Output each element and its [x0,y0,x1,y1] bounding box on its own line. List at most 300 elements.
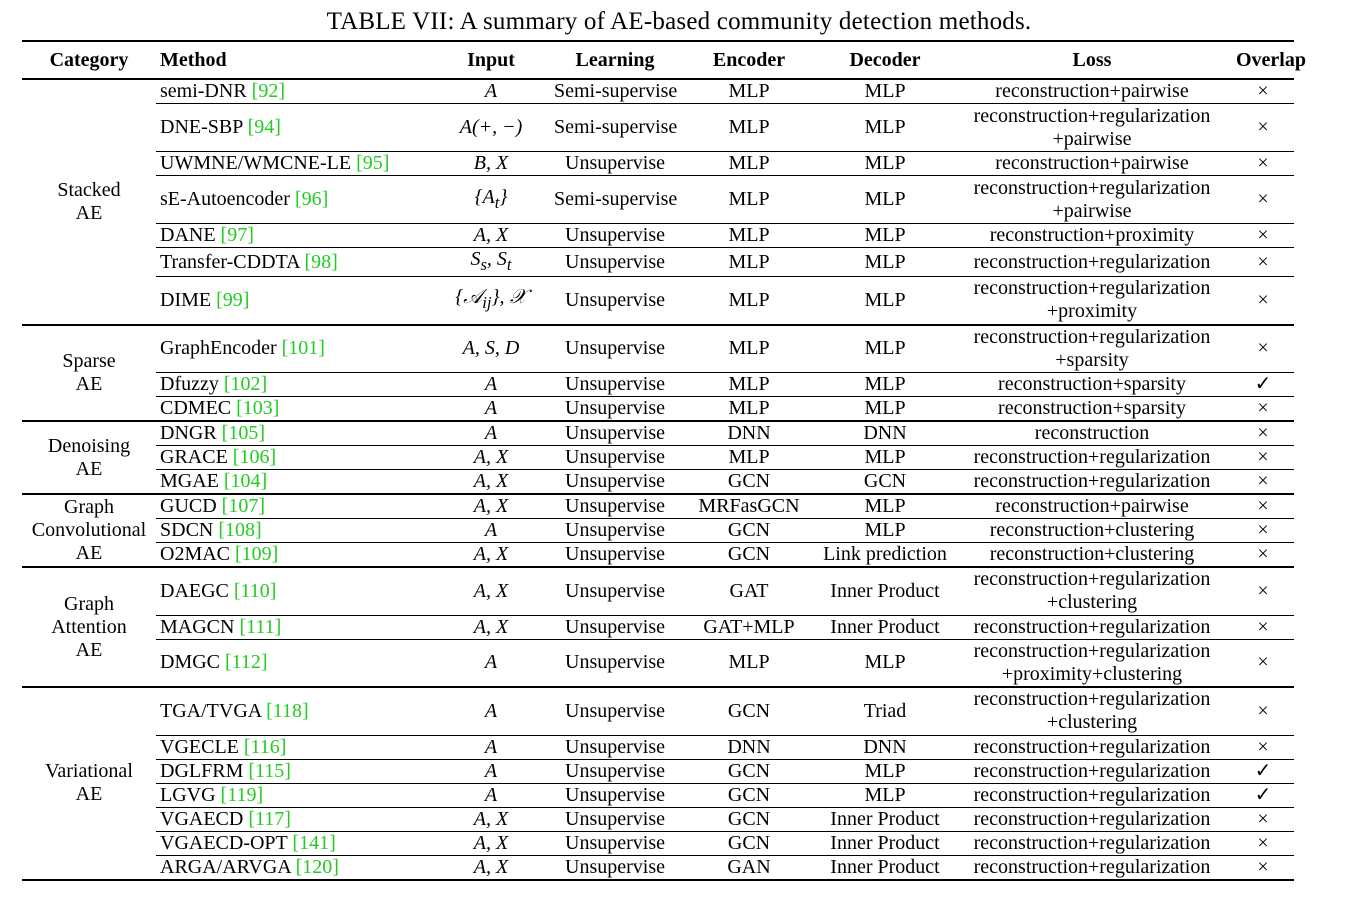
header-loss: Loss [1072,49,1112,71]
method-name: DMGC [160,651,221,674]
encoder-cell: MLP [680,104,818,152]
loss-line: reconstruction [1034,422,1150,444]
citation-ref: [116] [243,735,287,758]
citation-ref: [115] [248,759,291,782]
header-decoder: Decoder [849,49,921,71]
learning-cell: Unsupervise [565,579,665,602]
decoder-cell: MLP [864,495,906,517]
cross-icon: × [1232,248,1294,277]
loss-cell [952,519,1232,543]
cross-icon: × [1257,579,1269,602]
method-name: O2MAC [160,543,231,565]
table-row [22,543,1294,568]
learning-cell: Unsupervise [550,373,680,397]
loss-line: reconstruction+clustering [989,519,1195,541]
loss-line: +sparsity [1055,348,1129,371]
loss-line: +proximity+clustering [1001,662,1183,685]
loss-cell [952,470,1232,495]
cross-icon: × [1232,615,1294,639]
citation-ref: [105] [221,422,265,444]
input-math: A, X [473,579,509,602]
input-math: A, S, D [462,337,520,360]
loss-line: reconstruction+regularization [973,759,1211,782]
encoder-cell: MLP [728,337,770,360]
encoder-cell: GCN [680,783,818,807]
input-math: A, X [473,807,509,830]
encoder-cell: GCN [680,470,818,495]
table-row [22,224,1294,248]
encoder-cell: GCN [680,543,818,568]
method-cell [156,494,432,519]
input-cell [432,783,550,807]
method-name: Transfer-CDDTA [160,250,300,273]
category-label-line: AE [75,372,103,395]
encoder-cell: GAT+MLP [680,615,818,639]
citation-ref: [106] [232,446,277,468]
method-cell [156,543,432,568]
loss-line: reconstruction+regularization [973,831,1211,854]
loss-cell [952,783,1232,807]
loss-cell [952,687,1232,735]
method-cell [156,567,432,615]
category-cell [22,79,156,325]
cross-icon: × [1257,337,1269,360]
learning-cell: Unsupervise [550,543,680,568]
decoder-cell: MLP [818,397,952,422]
method-cell [156,277,432,325]
loss-line: reconstruction+regularization [973,176,1211,199]
header-row [22,41,1294,79]
citation-ref: [111] [239,615,282,638]
loss-line: reconstruction+clustering [989,543,1195,565]
encoder-cell: MLP [680,176,818,224]
input-cell [432,735,550,759]
encoder-cell: MLP [680,446,818,470]
citation-ref: [104] [223,470,268,492]
input-math: A, X [473,615,509,638]
cross-icon: × [1257,422,1269,444]
encoder-cell: GCN [680,807,818,831]
learning-cell: Unsupervise [565,422,665,444]
encoder-cell: MLP [680,397,818,422]
input-math: $\{A_t\}$ [474,185,508,212]
input-cell [432,687,550,735]
cross-icon: × [1232,224,1294,248]
loss-line: +clustering [1046,711,1138,734]
table-row [22,373,1294,397]
decoder-cell: Triad [863,699,907,722]
method-cell [156,176,432,224]
method-cell [156,831,432,855]
decoder-cell: DNN [863,422,907,444]
learning-cell: Unsupervise [550,639,680,687]
input-cell [432,224,550,248]
cross-icon: × [1232,152,1294,176]
input-cell [432,152,550,176]
method-cell [156,104,432,152]
table-row [22,615,1294,639]
method-name: VGAECD-OPT [160,831,288,854]
cross-icon: × [1232,543,1294,568]
loss-line: +clustering [1046,591,1138,614]
method-name: GraphEncoder [160,337,277,360]
loss-cell [952,79,1232,104]
learning-cell: Unsupervise [550,759,680,783]
input-cell [432,567,550,615]
method-cell [156,470,432,495]
table-row [22,248,1294,277]
decoder-cell: MLP [864,80,906,102]
check-icon: ✓ [1232,373,1294,397]
summary-table [22,40,1306,881]
encoder-cell: DNN [680,735,818,759]
decoder-cell: MLP [818,277,952,325]
encoder-cell: GCN [680,519,818,543]
method-name: CDMEC [160,397,232,419]
method-name: DIME [160,288,212,311]
learning-cell: Unsupervise [550,519,680,543]
decoder-cell: Inner Product [818,831,952,855]
citation-ref: [112] [225,651,268,674]
input-math: A [484,651,498,674]
loss-cell [952,759,1232,783]
input-cell [432,79,550,104]
category-label-line: Convolutional [31,519,147,541]
table-row [22,567,1294,615]
decoder-cell: Inner Product [830,579,940,602]
category-label-line: Graph [64,592,114,615]
decoder-cell: MLP [818,104,952,152]
header-encoder: Encoder [712,49,786,71]
decoder-cell: GCN [818,470,952,495]
table-row [22,639,1294,687]
header-category: Category [49,49,129,71]
method-name: LGVG [160,783,216,806]
decoder-cell: MLP [818,759,952,783]
input-cell [432,759,550,783]
citation-ref: [102] [223,373,268,395]
learning-cell: Unsupervise [550,735,680,759]
check-icon: ✓ [1232,759,1294,783]
category-label-line: Stacked [57,178,121,201]
citation-ref: [120] [295,855,339,878]
method-name: VGECLE [160,735,239,758]
cross-icon: × [1232,176,1294,224]
citation-ref: [107] [221,495,265,517]
decoder-cell: Inner Product [818,807,952,831]
cross-icon: × [1232,104,1294,152]
method-cell [156,519,432,543]
input-math: A [484,519,498,541]
method-cell [156,152,432,176]
loss-line: +pairwise [1052,199,1132,222]
header-overlap: Overlap [1236,49,1306,71]
encoder-cell: MLP [728,80,770,102]
learning-cell: Unsupervise [550,224,680,248]
loss-cell [952,735,1232,759]
encoder-cell: MLP [680,152,818,176]
citation-ref: [118] [266,699,309,722]
loss-cell [952,176,1232,224]
method-name: DGLFRM [160,759,244,782]
table-row [22,421,1294,446]
header-method: Method [160,49,227,71]
cross-icon: × [1232,446,1294,470]
method-cell [156,783,432,807]
encoder-cell: MLP [680,639,818,687]
category-cell [22,567,156,687]
method-cell [156,446,432,470]
encoder-cell: DNN [727,422,771,444]
input-math: A [484,699,498,722]
encoder-cell: MLP [680,277,818,325]
loss-cell [952,152,1232,176]
method-name: DANE [160,224,216,246]
input-cell [432,831,550,855]
loss-cell [952,494,1232,519]
loss-line: reconstruction+regularization [973,807,1211,830]
citation-ref: [119] [220,783,264,806]
decoder-cell: MLP [818,176,952,224]
input-math: A, X [473,543,509,565]
loss-line: +proximity [1046,300,1138,323]
input-math: A [484,80,498,102]
input-math: {𝒜$_{ij}$}, 𝒳 [455,286,527,313]
method-name: GUCD [160,495,217,517]
method-cell [156,615,432,639]
loss-cell [952,446,1232,470]
loss-line: reconstruction+regularization [973,855,1211,878]
method-name: UWMNE/WMCNE-LE [160,152,352,174]
input-cell [432,325,550,373]
method-cell [156,687,432,735]
decoder-cell: DNN [818,735,952,759]
method-name: DNGR [160,422,217,444]
method-cell [156,248,432,277]
decoder-cell: MLP [818,519,952,543]
encoder-cell: GAT [729,579,769,602]
cross-icon: × [1232,639,1294,687]
cross-icon: × [1257,699,1269,722]
method-name: VGAECD [160,807,244,830]
decoder-cell: MLP [818,224,952,248]
loss-cell [952,543,1232,568]
input-cell [432,615,550,639]
loss-cell [952,248,1232,277]
table-row [22,397,1294,422]
category-label-line: Graph [64,496,114,518]
input-cell [432,855,550,880]
table-row [22,735,1294,759]
loss-cell [952,855,1232,880]
method-name: DNE-SBP [160,116,243,138]
loss-line: reconstruction+proximity [989,224,1195,246]
loss-line: reconstruction+regularization [973,277,1211,300]
category-label-line: AE [75,542,103,564]
decoder-cell: MLP [818,783,952,807]
decoder-cell: MLP [864,337,906,360]
learning-cell: Semi-supervise [550,176,680,224]
loss-line: reconstruction+regularization [973,639,1211,662]
input-cell [432,277,550,325]
table-row [22,807,1294,831]
category-label-line: AE [75,783,103,806]
input-math: A, X [473,831,509,854]
cross-icon: × [1232,470,1294,495]
method-cell [156,639,432,687]
loss-cell [952,373,1232,397]
citation-ref: [110] [233,579,277,602]
loss-line: +pairwise [1052,127,1132,150]
citation-ref: [92] [251,80,285,102]
loss-line: reconstruction+sparsity [998,373,1186,395]
cross-icon: × [1232,519,1294,543]
loss-line: reconstruction+regularization [973,688,1211,711]
learning-cell: Unsupervise [550,831,680,855]
method-cell [156,397,432,422]
table-row [22,470,1294,495]
method-name: Dfuzzy [160,373,219,395]
loss-line: reconstruction+regularization [973,446,1211,468]
decoder-cell: Link prediction [818,543,952,568]
loss-line: reconstruction+regularization [973,325,1211,348]
input-cell [432,373,550,397]
loss-line: reconstruction+regularization [973,568,1211,591]
loss-cell [952,831,1232,855]
learning-cell: Semi-supervise [554,80,678,102]
method-cell [156,325,432,373]
loss-cell [952,615,1232,639]
learning-cell: Unsupervise [550,855,680,880]
loss-cell [952,421,1232,446]
table-row [22,855,1294,880]
citation-ref: [98] [304,250,338,273]
method-cell [156,759,432,783]
citation-ref: [95] [356,152,390,174]
input-cell [432,639,550,687]
input-math: B, X [473,152,509,174]
learning-cell: Unsupervise [550,277,680,325]
category-label-line: Denoising [47,434,131,457]
method-name: semi-DNR [160,80,247,102]
encoder-cell: MRFasGCN [698,495,800,517]
category-cell [22,421,156,494]
cross-icon: × [1232,277,1294,325]
decoder-cell: MLP [818,446,952,470]
loss-cell [952,639,1232,687]
method-name: TGA/TVGA [160,699,262,722]
table-row [22,325,1294,373]
method-name: MGAE [160,470,219,492]
loss-line: reconstruction+regularization [973,104,1211,127]
method-name: SDCN [160,519,214,541]
input-cell [432,494,550,519]
table-row [22,831,1294,855]
loss-line: reconstruction+regularization [973,615,1211,638]
method-name: sE-Autoencoder [160,188,290,210]
method-name: DAEGC [160,579,229,602]
learning-cell: Unsupervise [565,337,665,360]
input-cell [432,543,550,568]
method-name: ARGA/ARVGA [160,855,291,878]
citation-ref: [97] [220,224,254,246]
input-math: A, X [473,224,509,246]
citation-ref: [141] [292,831,336,854]
citation-ref: [103] [236,397,280,419]
encoder-cell: MLP [680,373,818,397]
loss-cell [952,807,1232,831]
input-math: $S_s$, $S_t$ [470,248,512,274]
learning-cell: Unsupervise [550,446,680,470]
citation-ref: [117] [248,807,291,830]
method-cell [156,855,432,880]
table-row [22,152,1294,176]
input-cell [432,519,550,543]
citation-ref: [109] [235,543,279,565]
method-cell [156,735,432,759]
learning-cell: Unsupervise [550,152,680,176]
cross-icon: × [1232,397,1294,422]
input-math: A, X [473,470,509,492]
learning-cell: Unsupervise [565,495,665,517]
loss-line: reconstruction+pairwise [995,152,1189,174]
table-row [22,519,1294,543]
decoder-cell: MLP [818,639,952,687]
cross-icon: × [1232,735,1294,759]
category-cell [22,687,156,880]
loss-line: reconstruction+pairwise [995,80,1189,102]
learning-cell: Unsupervise [565,699,665,722]
category-label-line: Variational [45,760,133,783]
decoder-cell: MLP [818,373,952,397]
loss-cell [952,224,1232,248]
learning-cell: Unsupervise [550,470,680,495]
input-cell [432,470,550,495]
method-cell [156,224,432,248]
table-row [22,759,1294,783]
method-cell [156,807,432,831]
loss-cell [952,397,1232,422]
input-cell [432,104,550,152]
learning-cell: Unsupervise [550,248,680,277]
loss-line: reconstruction+pairwise [995,495,1189,517]
input-cell [432,248,550,277]
loss-line: reconstruction+regularization [973,470,1211,492]
loss-cell [952,567,1232,615]
citation-ref: [96] [294,188,329,210]
input-math: A [484,422,498,444]
input-cell [432,421,550,446]
method-cell [156,373,432,397]
citation-ref: [108] [218,519,262,541]
input-math: A(+, −) [459,116,523,138]
encoder-cell: GCN [680,831,818,855]
input-math: A [484,735,498,758]
learning-cell: Unsupervise [550,397,680,422]
loss-line: reconstruction+regularization [973,735,1211,758]
category-cell [22,325,156,422]
encoder-cell: GCN [727,699,771,722]
input-math: A [484,397,498,419]
table-row [22,277,1294,325]
encoder-cell: MLP [680,224,818,248]
loss-cell [952,325,1232,373]
encoder-cell: GCN [680,759,818,783]
loss-cell [952,277,1232,325]
input-math: A [484,373,498,395]
table-row [22,446,1294,470]
input-math: A, X [473,855,509,878]
